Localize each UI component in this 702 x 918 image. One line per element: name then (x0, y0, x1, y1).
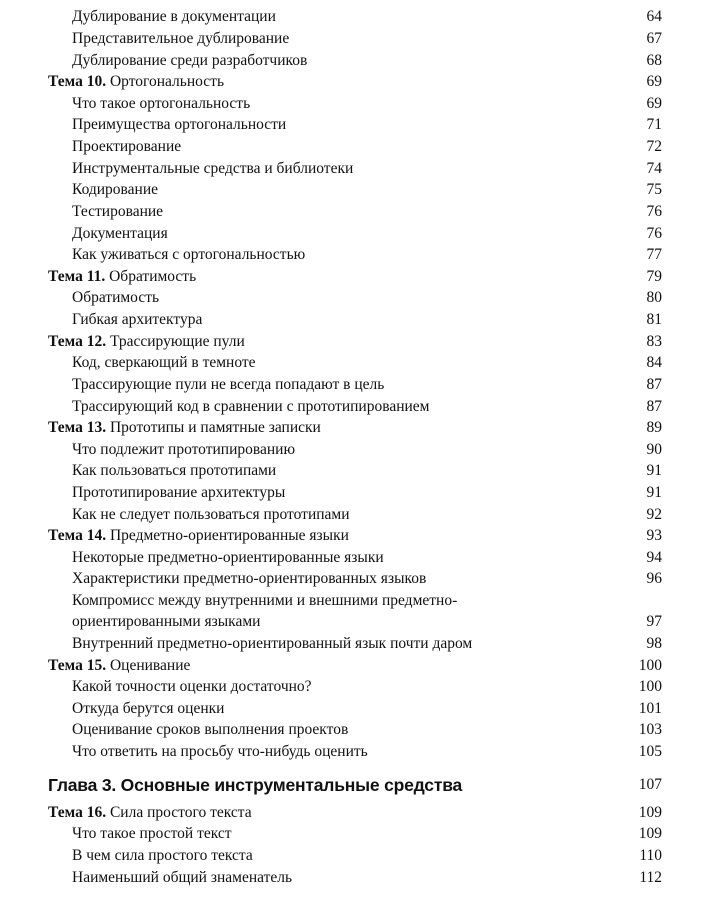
toc-entry-page: 109 (638, 804, 662, 821)
toc-entry-page: 112 (639, 869, 662, 886)
toc-entry-page: 94 (646, 549, 662, 566)
toc-entry-page: 92 (646, 506, 662, 523)
toc-entry-title: В чем сила простого текста (72, 847, 253, 864)
toc-entry-page: 75 (646, 181, 662, 198)
toc-entry-page: 101 (638, 700, 662, 717)
toc-entry-page: 77 (646, 246, 662, 263)
toc-entry-page: 76 (646, 203, 662, 220)
toc-entry-title: Некоторые предметно-ориентированные языки (72, 549, 384, 566)
toc-entry-title: Проектирование (72, 138, 182, 155)
toc-entry-title: Код, сверкающий в темноте (72, 354, 256, 371)
toc-entry-page: 84 (646, 354, 662, 371)
toc-entry-title: Тестирование (72, 203, 164, 220)
toc-entry-page: 97 (646, 613, 662, 630)
toc-entry-page: 76 (646, 225, 662, 242)
toc-entry-title: Преимущества ортогональности (72, 116, 287, 133)
toc-entry-title: Откуда берутся оценки (72, 700, 225, 717)
toc-entry-title: Как не следует пользоваться прототипами (72, 506, 350, 523)
toc-topic-title (48, 71, 224, 93)
toc-entry-title: Что такое ортогональность (72, 95, 251, 112)
toc-entry-title: Как пользоваться прототипами (72, 462, 277, 479)
toc-entry-page: 83 (646, 333, 662, 350)
toc-topic-label: Тема 12. (48, 333, 107, 350)
toc-entry-title: Документация (72, 225, 168, 242)
toc-topic-title (48, 266, 196, 288)
toc-topic-title (48, 525, 349, 547)
toc-topic-title (48, 802, 252, 824)
toc-entry-title: Гибкая архитектура (72, 311, 203, 328)
toc-entry-page: 105 (638, 743, 662, 760)
toc-entry-title: Внутренний предметно-ориентированный язык почти даром (72, 635, 473, 652)
toc-topic-title (48, 655, 190, 677)
toc-entry-title: Инструментальные средства и библиотеки (72, 160, 354, 177)
toc-entry-page: 90 (646, 441, 662, 458)
toc-entry-page: 89 (646, 419, 662, 436)
toc-entry-page: 91 (646, 462, 662, 479)
toc-entry-page: 68 (646, 52, 662, 69)
toc-entry-page: 72 (646, 138, 662, 155)
toc-entry-page: 71 (646, 116, 662, 133)
toc-entry-page: 81 (646, 311, 662, 328)
toc-entry-page: 109 (638, 825, 662, 842)
toc-topic-title (48, 331, 245, 353)
toc-entry-page: 69 (646, 73, 662, 90)
toc-topic-text: Предметно-ориентированные языки (109, 527, 349, 544)
toc-topic-text: Прототипы и памятные записки (109, 419, 321, 436)
toc-entry-page: 69 (646, 95, 662, 112)
toc-entry-page: 67 (646, 30, 662, 47)
toc-entry-title: Кодирование (72, 181, 159, 198)
toc-entry-page: 64 (646, 8, 662, 25)
toc-entry-page: 93 (646, 527, 662, 544)
toc-entry-title: Трассирующий код в сравнении с прототипированием (72, 398, 430, 415)
toc-entry-page: 74 (646, 160, 662, 177)
toc-entry-title: Что такое простой текст (72, 825, 232, 842)
toc-entry-page: 110 (639, 847, 662, 864)
toc-topic-label: Тема 13. (48, 419, 107, 436)
toc-entry-page: 87 (646, 398, 662, 415)
toc-topic-text: Оценивание (109, 657, 191, 674)
toc-entry-page: 80 (646, 289, 662, 306)
toc-entry-title: Представительное дублирование (72, 30, 290, 47)
toc-entry-page: 103 (638, 721, 662, 738)
toc-entry-title: ориентированными языками (72, 613, 261, 630)
toc-topic-text: Обратимость (109, 268, 197, 285)
toc-entry-page: 100 (638, 678, 662, 695)
toc-entry-page: 98 (646, 635, 662, 652)
toc-entry-title: Прототипирование архитектуры (72, 484, 286, 501)
toc-entry-title: Какой точности оценки достаточно? (72, 678, 312, 695)
toc-topic-text: Сила простого текста (109, 804, 252, 821)
toc-entry-title: Обратимость (72, 289, 160, 306)
toc-entry-title: Компромисс между внутренними и внешними предметно- (72, 592, 458, 609)
toc-topic-title (48, 417, 321, 439)
toc-chapter-title: Глава 3. Основные инструментальные средства (48, 775, 463, 795)
toc-topic-label: Тема 15. (48, 657, 107, 674)
toc-entry-title: Дублирование среди разработчиков (72, 52, 308, 69)
toc-entry-title: Что подлежит прототипированию (72, 441, 296, 458)
toc-entry-title: Оценивание сроков выполнения проектов (72, 721, 349, 738)
toc-entry-title: Наименьший общий знаменатель (72, 869, 293, 886)
toc-entry-title: Как уживаться с ортогональностью (72, 246, 306, 263)
toc-topic-text: Ортогональность (109, 73, 225, 90)
toc-entry-title: Трассирующие пули не всегда попадают в цель (72, 376, 385, 393)
toc-entry-title: Что ответить на просьбу что-нибудь оценить (72, 743, 368, 760)
toc-entry-page: 87 (646, 376, 662, 393)
toc-entry-page: 91 (646, 484, 662, 501)
toc-entry-page: 107 (638, 776, 662, 793)
toc-entry-page: 100 (638, 657, 662, 674)
toc-topic-label: Тема 11. (48, 268, 106, 285)
toc-entry-title: Дублирование в документации (72, 8, 276, 25)
toc-entry-page: 96 (646, 570, 662, 587)
toc-topic-label: Тема 14. (48, 527, 107, 544)
toc-topic-text: Трассирующие пули (109, 333, 245, 350)
toc-entry-title: Характеристики предметно-ориентированных языков (72, 570, 427, 587)
toc-topic-label: Тема 16. (48, 804, 107, 821)
toc-topic-label: Тема 10. (48, 73, 107, 90)
toc-entry-page: 79 (646, 268, 662, 285)
